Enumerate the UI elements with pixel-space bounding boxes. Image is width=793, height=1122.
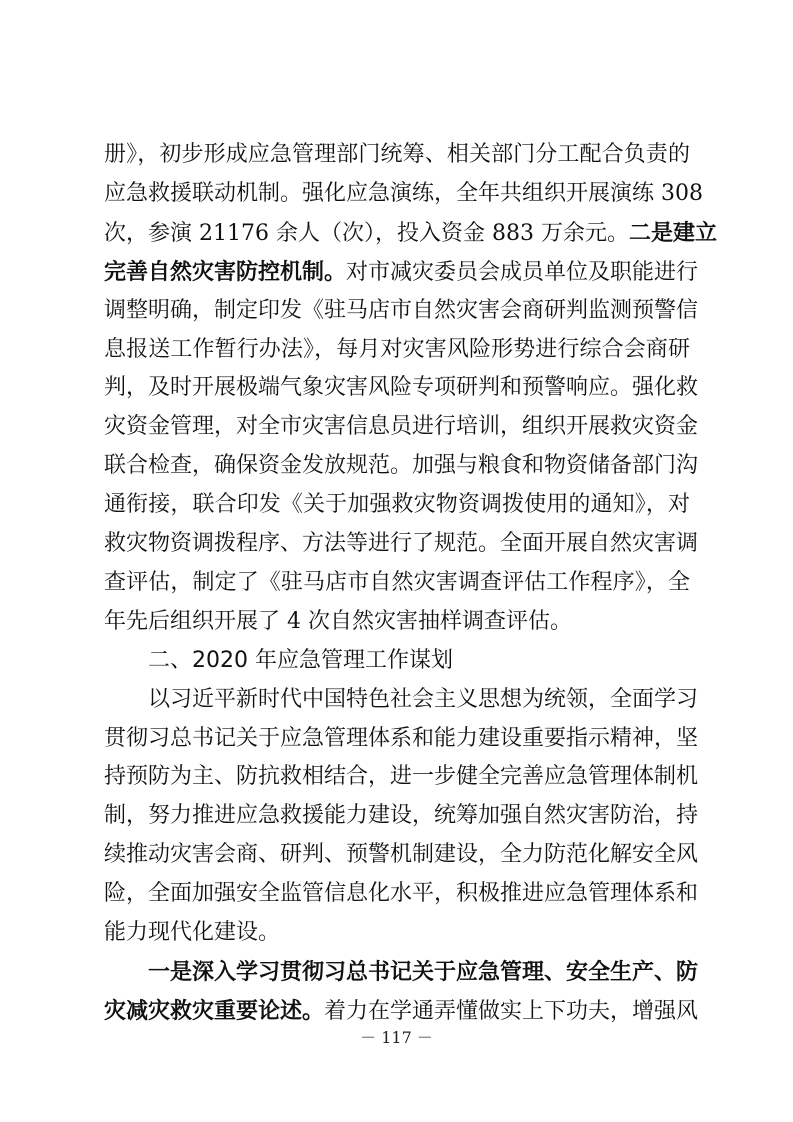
bold-lead-3-cont: 灾减灾救灾重要论述。 <box>104 998 325 1024</box>
paragraph-1-line-4-text: 对市减灾委员会成员单位及职能进行 <box>346 260 699 285</box>
paragraph-1-line-8: 灾资金管理，对全市灾害信息员进行培训，组织开展救灾资金 <box>104 414 699 439</box>
bold-lead-2: 二是建立 <box>628 220 717 246</box>
paragraph-1-line-2: 应急救援联动机制。强化应急演练，全年共组织开展演练 308 <box>104 181 703 206</box>
paragraph-2-line-2: 贯彻习总书记关于应急管理体系和能力建设重要指示精神，坚 <box>104 726 699 751</box>
paragraph-2-line-1: 以习近平新时代中国特色社会主义思想为统领，全面学习 <box>148 687 699 712</box>
paragraph-1-line-5: 调整明确，制定印发《驻马店市自然灾害会商研判监测预警信 <box>104 298 699 323</box>
paragraph-2-line-4: 制，努力推进应急救援能力建设，统筹加强自然灾害防治，持 <box>104 803 699 828</box>
paragraph-1-line-3-text: 次，参演 21176 余人（次），投入资金 883 万余元。 <box>104 221 629 246</box>
paragraph-3-line-2-text: 着力在学通弄懂做实上下功夫，增强风 <box>324 999 699 1024</box>
paragraph-1-line-13: 年先后组织开展了 4 次自然灾害抽样调查评估。 <box>104 609 572 634</box>
paragraph-1-line-10: 通衔接，联合印发《关于加强救灾物资调拨使用的通知》，对 <box>104 492 690 517</box>
paragraph-2-line-6: 险，全面加强安全监管信息化水平，积极推进应急管理体系和 <box>104 881 699 906</box>
paragraph-2-line-3: 持预防为主、防抗救相结合，进一步健全完善应急管理体制机 <box>104 764 699 789</box>
paragraph-1-line-7: 判，及时开展极端气象灾害风险专项研判和预警响应。强化救 <box>104 375 699 400</box>
section-heading: 二、2020 年应急管理工作谋划 <box>148 648 453 673</box>
paragraph-1-line-12: 查评估，制定了《驻马店市自然灾害调查评估工作程序》，全 <box>104 570 690 595</box>
paragraph-2-line-5: 续推动灾害会商、研判、预警机制建设，全力防范化解安全风 <box>104 842 699 867</box>
paragraph-2-line-7: 能力现代化建设。 <box>104 920 281 945</box>
paragraph-3-line-1: 一是深入学习贯彻习总书记关于应急管理、安全生产、防 <box>148 959 699 985</box>
paragraph-1-line-6: 息报送工作暂行办法》，每月对灾害风险形势进行综合会商研 <box>104 337 690 362</box>
paragraph-1-line-1: 册》，初步形成应急管理部门统筹、相关部门分工配合负责的 <box>104 142 690 167</box>
paragraph-1-line-3 <box>104 215 717 251</box>
paragraph-1-line-11: 救灾物资调拨程序、方法等进行了规范。全面开展自然灾害调 <box>104 531 699 556</box>
page-number: － 117 － <box>360 1028 433 1047</box>
bold-lead-2-cont: 完善自然灾害防控机制。 <box>104 259 347 285</box>
paragraph-1-line-9: 联合检查，确保资金发放规范。加强与粮食和物资储备部门沟 <box>104 453 699 478</box>
paragraph-3-line-2 <box>104 993 699 1029</box>
paragraph-1-line-4 <box>104 254 699 290</box>
